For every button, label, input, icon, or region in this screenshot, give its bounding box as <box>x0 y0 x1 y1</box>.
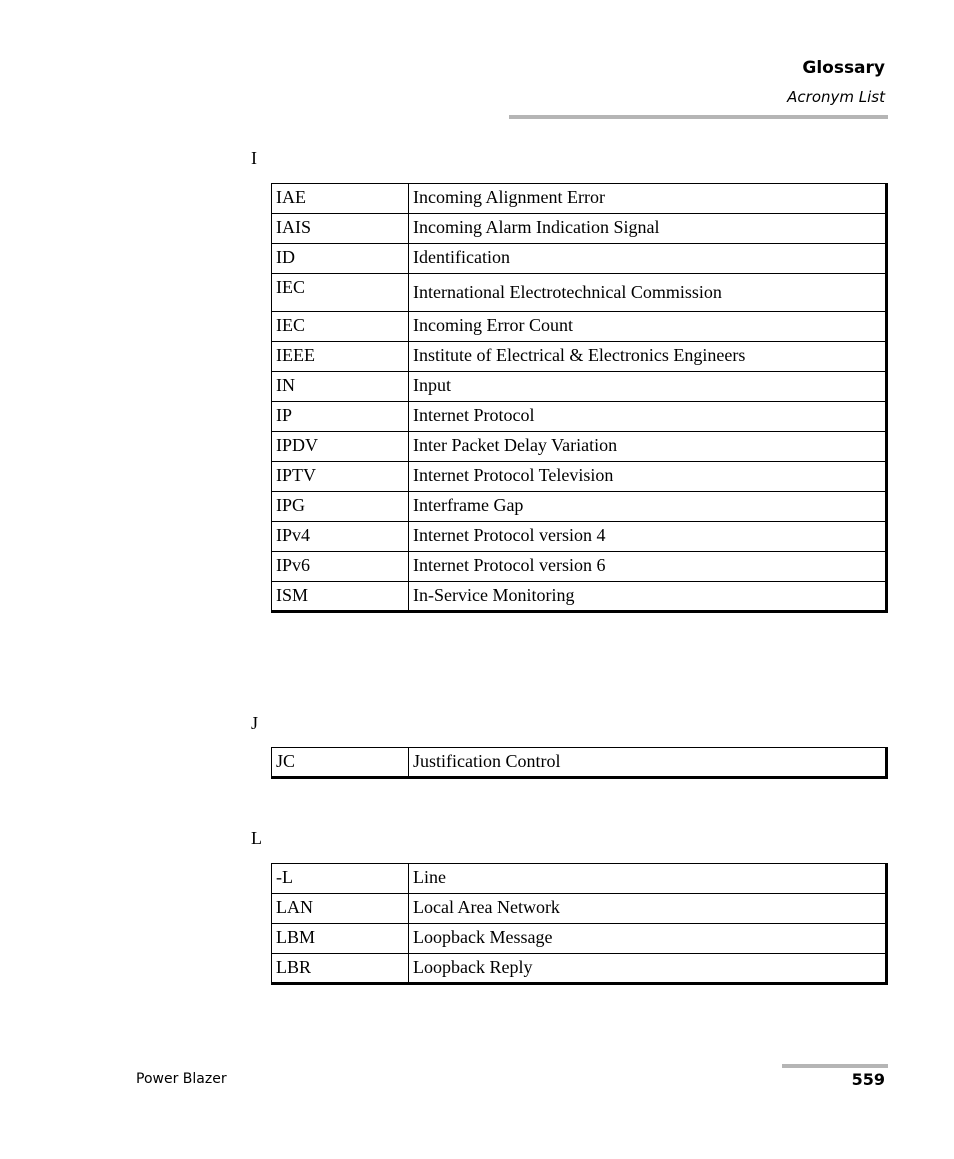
table-row <box>272 184 887 214</box>
meaning-cell: Interframe Gap <box>409 492 887 522</box>
table-row <box>272 492 887 522</box>
page-header-title: Glossary <box>802 58 885 78</box>
meaning-cell: Input <box>409 372 887 402</box>
table-row <box>272 244 887 274</box>
acronym-cell: IEEE <box>272 342 409 372</box>
meaning-cell: Loopback Reply <box>413 957 533 977</box>
table-row <box>272 954 887 984</box>
table-row <box>272 274 887 312</box>
acronym-cell: IPTV <box>272 462 409 492</box>
page-number: 559 <box>851 1070 885 1089</box>
acronym-cell: LAN <box>272 894 409 924</box>
acronym-table-l <box>271 863 888 985</box>
meaning-cell: Internet Protocol version 4 <box>409 522 887 552</box>
meaning-cell: Justification Control <box>413 751 561 771</box>
meaning-cell: Internet Protocol Television <box>409 462 887 492</box>
section-letter-i: I <box>251 148 257 168</box>
acronym-table-j <box>271 747 888 779</box>
acronym-cell: ID <box>272 244 409 274</box>
acronym-cell: ISM <box>272 582 409 612</box>
table-row <box>272 748 887 778</box>
meaning-cell: Incoming Error Count <box>409 312 887 342</box>
table-row <box>272 924 887 954</box>
table-row <box>272 342 887 372</box>
meaning-cell: Inter Packet Delay Variation <box>409 432 887 462</box>
acronym-cell: -L <box>272 864 409 894</box>
acronym-cell: IAE <box>272 184 409 214</box>
footer-rule <box>782 1064 888 1068</box>
table-row <box>272 582 887 612</box>
table-row <box>272 552 887 582</box>
meaning-cell: Internet Protocol <box>409 402 887 432</box>
header-rule <box>509 115 888 119</box>
table-row <box>272 462 887 492</box>
acronym-cell: JC <box>272 748 409 778</box>
meaning-cell: Incoming Alarm Indication Signal <box>409 214 887 244</box>
meaning-cell: Line <box>409 864 887 894</box>
acronym-cell: IPDV <box>272 432 409 462</box>
acronym-cell: IP <box>272 402 409 432</box>
acronym-cell: IPG <box>272 492 409 522</box>
acronym-cell: IEC <box>272 312 409 342</box>
table-row <box>272 372 887 402</box>
page-header-subtitle: Acronym List <box>787 88 885 106</box>
acronym-cell: IPv6 <box>272 552 409 582</box>
table-row <box>272 864 887 894</box>
meaning-cell: Institute of Electrical & Electronics Engineers <box>409 342 887 372</box>
section-letter-l: L <box>251 828 262 848</box>
table-row <box>272 894 887 924</box>
acronym-cell: IEC <box>272 274 409 312</box>
meaning-cell: International Electrotechnical Commission <box>409 274 887 312</box>
table-row <box>272 312 887 342</box>
table-row <box>272 522 887 552</box>
meaning-cell: Incoming Alignment Error <box>409 184 887 214</box>
acronym-cell: IAIS <box>272 214 409 244</box>
meaning-cell: Identification <box>409 244 887 274</box>
table-row <box>272 402 887 432</box>
acronym-cell: IPv4 <box>272 522 409 552</box>
acronym-cell: LBR <box>272 954 409 984</box>
table-row <box>272 432 887 462</box>
meaning-cell: Local Area Network <box>409 894 887 924</box>
footer-product-name: Power Blazer <box>136 1071 227 1087</box>
meaning-cell: Internet Protocol version 6 <box>409 552 887 582</box>
table-row <box>272 214 887 244</box>
acronym-table-i <box>271 183 888 613</box>
acronym-cell: IN <box>272 372 409 402</box>
acronym-cell: LBM <box>272 924 409 954</box>
meaning-cell: Loopback Message <box>409 924 887 954</box>
meaning-cell: In-Service Monitoring <box>413 585 575 605</box>
section-letter-j: J <box>251 713 259 733</box>
